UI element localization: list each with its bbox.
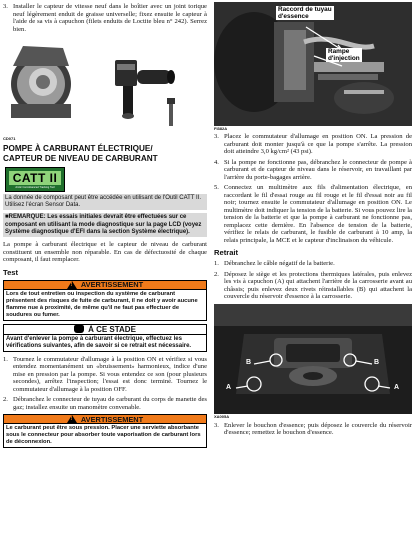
step-number: 2. [214, 270, 219, 278]
catt-logo-subtitle: Arctic Cat Advanced Tracking Tool [15, 185, 55, 189]
step-number: 3. [214, 133, 219, 140]
step-1-test [3, 356, 207, 394]
rear-body-photo [214, 304, 412, 414]
warning-label: AVERTISSEMENT [80, 414, 144, 424]
figure-fuel-rail [214, 2, 412, 126]
label-line: Rampe [328, 48, 350, 55]
step-text: Déposez le siège et les protections thermiques latérales, puis enlevez les vis à capuchon (A) qui attachent l'arrière de la carrosserie avant au châssis; puis enlevez deux rivets réinstallables (B) qui attachent la couvercle du réservoir d'essence à la carrosserie. [224, 270, 412, 300]
removal-step-3 [214, 422, 412, 437]
step-text: Débranchez le connecteur de tuyau de carburant du corps de manette des gaz; installez ensuite un manomètre convenable. [13, 396, 207, 411]
warning-text-1: Lors de tout entretien ou inspection du système de carburant présentent des risques de fuite de carburant, il ne doit y avoir aucune flamme nue à proximité, de même qu'il ne faut pas effectuer de soudures ou fumer. [3, 290, 207, 321]
figure-id-fi382a: FI382A [214, 126, 228, 131]
figure-speed-sensor [3, 36, 207, 138]
step-text: Enlever le bouchon d'essence; puis déposez le couvercle du réservoir d'essence; remettez le bouchon d'essence. [224, 421, 412, 436]
label-b-left: B [246, 358, 252, 366]
label-a-left: A [226, 383, 232, 391]
warning-header-2 [3, 414, 207, 424]
stop-hand-icon [74, 325, 84, 333]
step-number: 5. [214, 184, 219, 191]
step-number: 1. [214, 260, 219, 267]
warning-text-2: Le carburant peut être sous pression. Placer une serviette absorbante sous le connecteur pour absorber toute vaporisation de carburant lors de déconnexion. [3, 424, 207, 448]
step-text: Installer le capteur de vitesse neuf dans le boîtier avec un joint torique neuf légèrement enduit de graisse universelle; fixez ensuite le capteur à l'aide de sa vis à capuchon (filets enduits de Loctite bleu n° 242). Serrez bien. [13, 3, 207, 33]
catt-ii-logo [5, 167, 65, 192]
right-column [214, 0, 412, 437]
remark-box [3, 213, 207, 237]
warning-triangle-icon [67, 281, 77, 289]
warning-triangle-icon [67, 415, 77, 423]
step-text: Connectez un multimètre aux fils d'alimentation électrique, en raccordant le fil d'essai rouge au fil rouge et le fil d'essai noir au fil noir; tournez ensuite le commutateur d'allumage en position ON. Le multimètre doit indiquer la tension de la batterie. Si vous pouvez lire la tension de la batterie et que la pompe à carburant ne fonctionne pas, remplacez cette dernière. En l'absence de tension de la batterie, vérifiez le relais de carburant, le fusible de carburant à 10 amp, la relais principale, la MCE et le capteur d'inclinaison du véhicule. [224, 184, 412, 244]
step-3-install-sensor [3, 3, 207, 33]
warning-box-2 [3, 414, 207, 448]
retrait-heading: Retrait [214, 248, 239, 257]
label-line: Raccord de tuyau [278, 6, 332, 13]
step-number: 3. [3, 3, 8, 10]
label-line: d'essence [278, 13, 309, 20]
figure-rear-body [214, 304, 412, 414]
step-4-pump [214, 159, 412, 182]
fuel-hose-connector-label [276, 6, 334, 20]
removal-step-2 [214, 271, 412, 301]
warning-header-1 [3, 280, 207, 290]
step-text: Placez le commutateur d'allumage en position ON. La pression de carburant doit monter jusqu'à ce que la pompe s'arrête. La pression doit atteindre 3,0 kg/cm² (43 psi). [224, 133, 412, 155]
warning-label: AVERTISSEMENT [80, 280, 144, 290]
label-line: d'injection [328, 55, 360, 62]
warning-box-1 [3, 280, 207, 321]
fuel-rail-label [326, 48, 362, 62]
remark-text: Les essais initiales devrait être effectuées sur ce composant en utilisant la mode diagnostique sur la page LCD (voyez Système diagnostique d'EFI dans la section Système électrique). [5, 214, 202, 235]
figure-id-xa005a: XA005A [214, 413, 230, 419]
label-b-right: B [374, 358, 380, 366]
step-number: 2. [3, 396, 8, 404]
catt-logo-text: CATT II [9, 171, 62, 185]
left-column [3, 0, 207, 448]
step-text: Si la pompe ne fonctionne pas, débranchez le connecteur de pompe à carburant et de capteur de niveau dans le réservoir, en travaillant par l'arrière du porte-bagages arrière. [224, 158, 412, 181]
intro-paragraph: La pompe à carburant électrique et le capteur de niveau de carburant constituent un ensemble non réparable. En cas de défectuosité de chaque composant, il faut remplacer. [3, 241, 207, 264]
fuel-rail-photo [214, 2, 412, 126]
step-number: 3. [214, 421, 219, 429]
stop-header [4, 325, 206, 335]
step-text: Tournez le commutateur d'allumage à la position ON et vérifiez si vous entendez momentanément un «bruissement» harmonieux, indice d'une mise en pression par la pompe. Si vous entendez ce son (pour plusieurs secondes), arrêtez l'inspection; l'essai est donc terminé. Tournez le commutateur d'allumage à la position OFF. [13, 355, 207, 393]
label-a-right: A [394, 383, 400, 391]
stop-text: Avant d'enlever la pompe à carburant électrique, effectuez les vérifications suivantes, afin de savoir si ce retrait est nécessaire. [6, 335, 192, 349]
section-title-line-2: CAPTEUR DE NIVEAU DE CARBURANT [3, 153, 158, 163]
step-2-test [3, 396, 207, 411]
catt-note-box: La donnée de composant peut être accédée en utilisant de l'Outil CATT II. Utilisez l'écran Sensor Data. [3, 194, 207, 210]
removal-step-1 [214, 260, 412, 268]
test-heading: Test [3, 267, 19, 277]
step-number: 4. [214, 158, 219, 166]
step-3-pressure [214, 133, 412, 156]
speed-sensor-illustration [3, 36, 207, 138]
step-5-multimeter [214, 184, 412, 244]
stop-box [3, 324, 207, 352]
step-text: Débranchez le câble négatif de la batterie. [224, 260, 335, 267]
figure-id-cd071: CD071 [3, 136, 16, 141]
section-title [3, 144, 207, 163]
stop-label: À CE STADE [88, 324, 136, 334]
section-title-line-1: POMPE À CARBURANT ÉLECTRIQUE/ [3, 144, 153, 153]
remark-label: ■REMARQUE: [5, 214, 46, 221]
step-number: 1. [3, 355, 8, 363]
